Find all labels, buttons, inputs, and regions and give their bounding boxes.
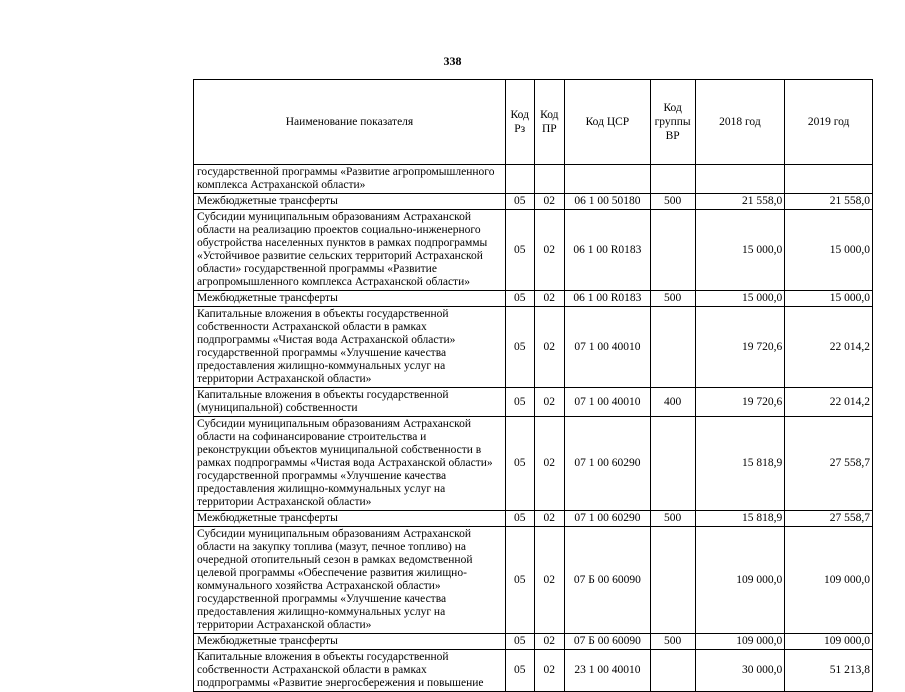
row-2018 xyxy=(695,165,785,194)
row-csr: 23 1 00 40010 xyxy=(565,650,651,692)
row-vr: 500 xyxy=(650,634,695,650)
row-vr xyxy=(650,165,695,194)
table-row xyxy=(194,388,873,417)
row-csr: 07 Б 00 60090 xyxy=(565,634,651,650)
header-2018: 2018 год xyxy=(695,80,785,165)
row-vr: 500 xyxy=(650,511,695,527)
row-pr: 02 xyxy=(534,307,565,388)
row-pr: 02 xyxy=(534,291,565,307)
row-csr: 06 1 00 R0183 xyxy=(565,210,651,291)
row-csr: 07 1 00 40010 xyxy=(565,388,651,417)
row-rz: 05 xyxy=(505,307,534,388)
row-pr: 02 xyxy=(534,511,565,527)
row-vr xyxy=(650,527,695,634)
row-pr: 02 xyxy=(534,527,565,634)
row-2018: 15 000,0 xyxy=(695,291,785,307)
row-name: государственной программы «Развитие агропромышленного комплекса Астраханской области» xyxy=(194,165,506,194)
row-2019: 109 000,0 xyxy=(785,527,873,634)
row-vr: 500 xyxy=(650,194,695,210)
row-pr: 02 xyxy=(534,210,565,291)
table-header-row xyxy=(194,80,873,165)
row-2019: 27 558,7 xyxy=(785,417,873,511)
row-2018: 109 000,0 xyxy=(695,527,785,634)
row-vr xyxy=(650,650,695,692)
row-vr xyxy=(650,307,695,388)
table-row xyxy=(194,291,873,307)
row-name: Капитальные вложения в объекты государственной собственности Астраханской области в рамках подпрограммы «Развитие энергосбережения и повышение xyxy=(194,650,506,692)
row-2019: 21 558,0 xyxy=(785,194,873,210)
row-2019: 22 014,2 xyxy=(785,307,873,388)
row-2019: 51 213,8 xyxy=(785,650,873,692)
row-name: Субсидии муниципальным образованиям Астраханской области на софинансирование строительства и реконструкции объектов муниципальной собственности в рамках подпрограммы «Чистая вода Астраханской области» государственной программы «Улучшение качества предоставления жилищно-коммунальных услуг на территории Астраханской области» xyxy=(194,417,506,511)
row-name: Межбюджетные трансферты xyxy=(194,194,506,210)
table-row xyxy=(194,165,873,194)
header-pr: Код ПР xyxy=(534,80,565,165)
row-csr: 06 1 00 50180 xyxy=(565,194,651,210)
row-2018: 15 000,0 xyxy=(695,210,785,291)
row-rz: 05 xyxy=(505,388,534,417)
row-rz: 05 xyxy=(505,634,534,650)
row-rz: 05 xyxy=(505,650,534,692)
row-2019: 109 000,0 xyxy=(785,634,873,650)
row-2018: 15 818,9 xyxy=(695,417,785,511)
row-name: Капитальные вложения в объекты государственной собственности Астраханской области в рамках подпрограммы «Чистая вода Астраханской области» государственной программы «Улучшение качества предоставления жилищно-коммунальных услуг на территории Астраханской области» xyxy=(194,307,506,388)
row-rz xyxy=(505,165,534,194)
row-pr: 02 xyxy=(534,194,565,210)
row-rz: 05 xyxy=(505,511,534,527)
row-2018: 21 558,0 xyxy=(695,194,785,210)
row-pr: 02 xyxy=(534,417,565,511)
row-csr: 07 Б 00 60090 xyxy=(565,527,651,634)
table-row xyxy=(194,210,873,291)
row-rz: 05 xyxy=(505,417,534,511)
row-2018: 19 720,6 xyxy=(695,307,785,388)
row-name: Капитальные вложения в объекты государственной (муниципальной) собственности xyxy=(194,388,506,417)
row-pr: 02 xyxy=(534,650,565,692)
row-csr: 07 1 00 60290 xyxy=(565,511,651,527)
row-2018: 15 818,9 xyxy=(695,511,785,527)
header-rz: Код Рз xyxy=(505,80,534,165)
row-2018: 109 000,0 xyxy=(695,634,785,650)
row-2019: 27 558,7 xyxy=(785,511,873,527)
row-2019: 15 000,0 xyxy=(785,210,873,291)
table-row xyxy=(194,194,873,210)
row-rz: 05 xyxy=(505,291,534,307)
row-csr xyxy=(565,165,651,194)
row-csr: 07 1 00 40010 xyxy=(565,307,651,388)
header-vr: Код группы ВР xyxy=(650,80,695,165)
row-2018: 30 000,0 xyxy=(695,650,785,692)
budget-table xyxy=(193,79,873,692)
row-pr: 02 xyxy=(534,388,565,417)
table-row xyxy=(194,307,873,388)
row-name: Межбюджетные трансферты xyxy=(194,291,506,307)
row-rz: 05 xyxy=(505,194,534,210)
page-number: 338 xyxy=(443,54,462,68)
table-row xyxy=(194,417,873,511)
row-vr: 500 xyxy=(650,291,695,307)
row-2019: 15 000,0 xyxy=(785,291,873,307)
row-2018: 19 720,6 xyxy=(695,388,785,417)
row-rz: 05 xyxy=(505,527,534,634)
header-2019: 2019 год xyxy=(785,80,873,165)
row-2019: 22 014,2 xyxy=(785,388,873,417)
row-name: Межбюджетные трансферты xyxy=(194,634,506,650)
row-vr xyxy=(650,210,695,291)
header-name: Наименование показателя xyxy=(194,80,506,165)
row-name: Субсидии муниципальным образованиям Астраханской области на закупку топлива (мазут, печное топливо) на очередной отопительный сезон в рамках ведомственной целевой программы «Обеспечение развития жилищно-коммунального хозяйства Астраханской области» государственной программы «Улучшение качества предоставления жилищно-коммунальных услуг на территории Астраханской области» xyxy=(194,527,506,634)
row-pr xyxy=(534,165,565,194)
table-row xyxy=(194,527,873,634)
table-row xyxy=(194,650,873,692)
row-rz: 05 xyxy=(505,210,534,291)
row-vr xyxy=(650,417,695,511)
row-csr: 06 1 00 R0183 xyxy=(565,291,651,307)
table-row xyxy=(194,511,873,527)
row-vr: 400 xyxy=(650,388,695,417)
row-2019 xyxy=(785,165,873,194)
row-csr: 07 1 00 60290 xyxy=(565,417,651,511)
row-name: Субсидии муниципальным образованиям Астраханской области на реализацию проектов социально-инженерного обустройства населенных пунктов в рамках подпрограммы «Устойчивое развитие сельских территорий Астраханской области» государственной программы «Развитие агропромышленного комплекса Астраханской области» xyxy=(194,210,506,291)
row-pr: 02 xyxy=(534,634,565,650)
header-csr: Код ЦСР xyxy=(565,80,651,165)
table-row xyxy=(194,634,873,650)
row-name: Межбюджетные трансферты xyxy=(194,511,506,527)
